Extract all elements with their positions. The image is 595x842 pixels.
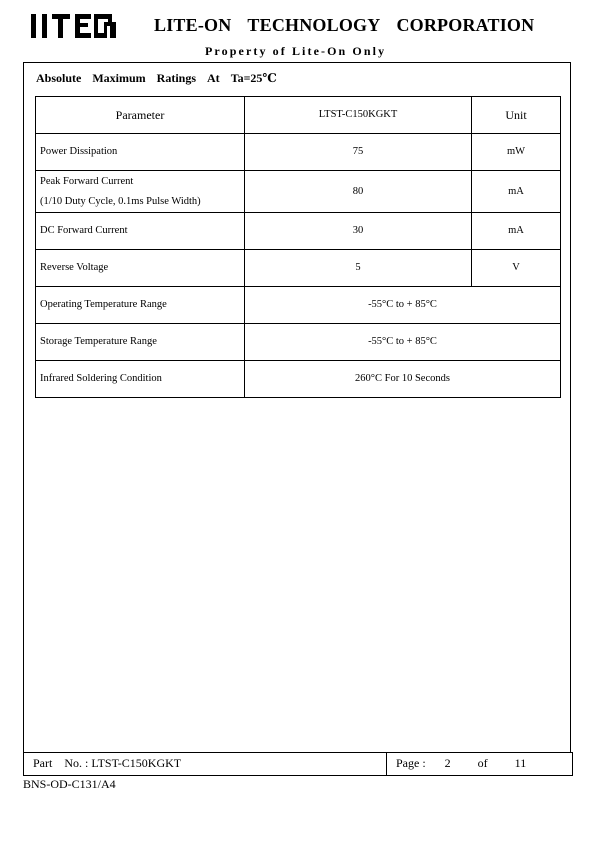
row-unit: V [472,250,561,287]
row-unit: mA [472,213,561,250]
row-unit: mW [472,134,561,171]
section-title [36,71,288,86]
title-word: Absolute [36,71,82,85]
row-value: 30 [245,213,472,250]
table-row [36,250,561,287]
title-word: At [207,71,220,85]
row-value: 80 [245,171,472,213]
row-parameter [36,171,245,213]
table-row [36,324,561,361]
row-parameter-note: (1/10 Duty Cycle, 0.1ms Pulse Width) [40,195,201,207]
row-parameter: Reverse Voltage [36,250,245,287]
company-word: LITE-ON [154,15,232,35]
row-parameter: Storage Temperature Range [36,324,245,361]
document-code: BNS-OD-C131/A4 [23,777,116,791]
title-word: Maximum [92,71,146,85]
part-no-label: No. : [64,756,89,770]
page-label: Page : [396,756,426,770]
row-parameter: Infrared Soldering Condition [36,361,245,398]
table-row [36,361,561,398]
footer-divider [386,753,387,775]
company-word: TECHNOLOGY [247,15,381,35]
row-value: -55°C to + 85°C [245,324,561,361]
title-word: Ta=25℃ [230,71,277,85]
page-current: 2 [444,756,451,770]
logo-mark-t-stem [58,14,63,38]
footer-page-info [396,756,526,771]
logo-mark-i [42,14,47,38]
row-value: -55°C to + 85°C [245,287,561,324]
table-row [36,213,561,250]
row-parameter: Power Dissipation [36,134,245,171]
row-parameter-main: Peak Forward Current [40,175,134,187]
property-notice: Property of Lite-On Only [205,44,387,58]
absolute-maximum-ratings-table [35,96,561,398]
logo-mark-l [31,14,36,38]
logo-mark-e-top [75,14,91,19]
row-value: 75 [245,134,472,171]
row-value: 260°C For 10 Seconds [245,361,561,398]
header-part-number: LTST-C150KGKT [245,97,472,134]
logo-mark-e-mid [75,23,88,27]
row-unit: mA [472,171,561,213]
logo-mark-n-cut [107,26,110,38]
header-parameter: Parameter [36,97,245,134]
part-label: Part [33,756,53,770]
row-value: 5 [245,250,472,287]
title-word: Ratings [156,71,197,85]
table-row [36,134,561,171]
part-no-value: LTST-C150KGKT [91,756,182,770]
page-total: 11 [514,756,527,770]
table-row [36,171,561,213]
footer-part-number [33,756,181,771]
page-of: of [477,756,488,770]
lite-on-logo [28,12,118,40]
header-unit: Unit [472,97,561,134]
table-row [36,287,561,324]
company-word: CORPORATION [396,15,535,35]
row-parameter: DC Forward Current [36,213,245,250]
table-header-row [36,97,561,134]
company-name [154,15,534,36]
row-parameter: Operating Temperature Range [36,287,245,324]
page-footer [23,752,573,776]
logo-mark-e-bot [75,33,91,38]
